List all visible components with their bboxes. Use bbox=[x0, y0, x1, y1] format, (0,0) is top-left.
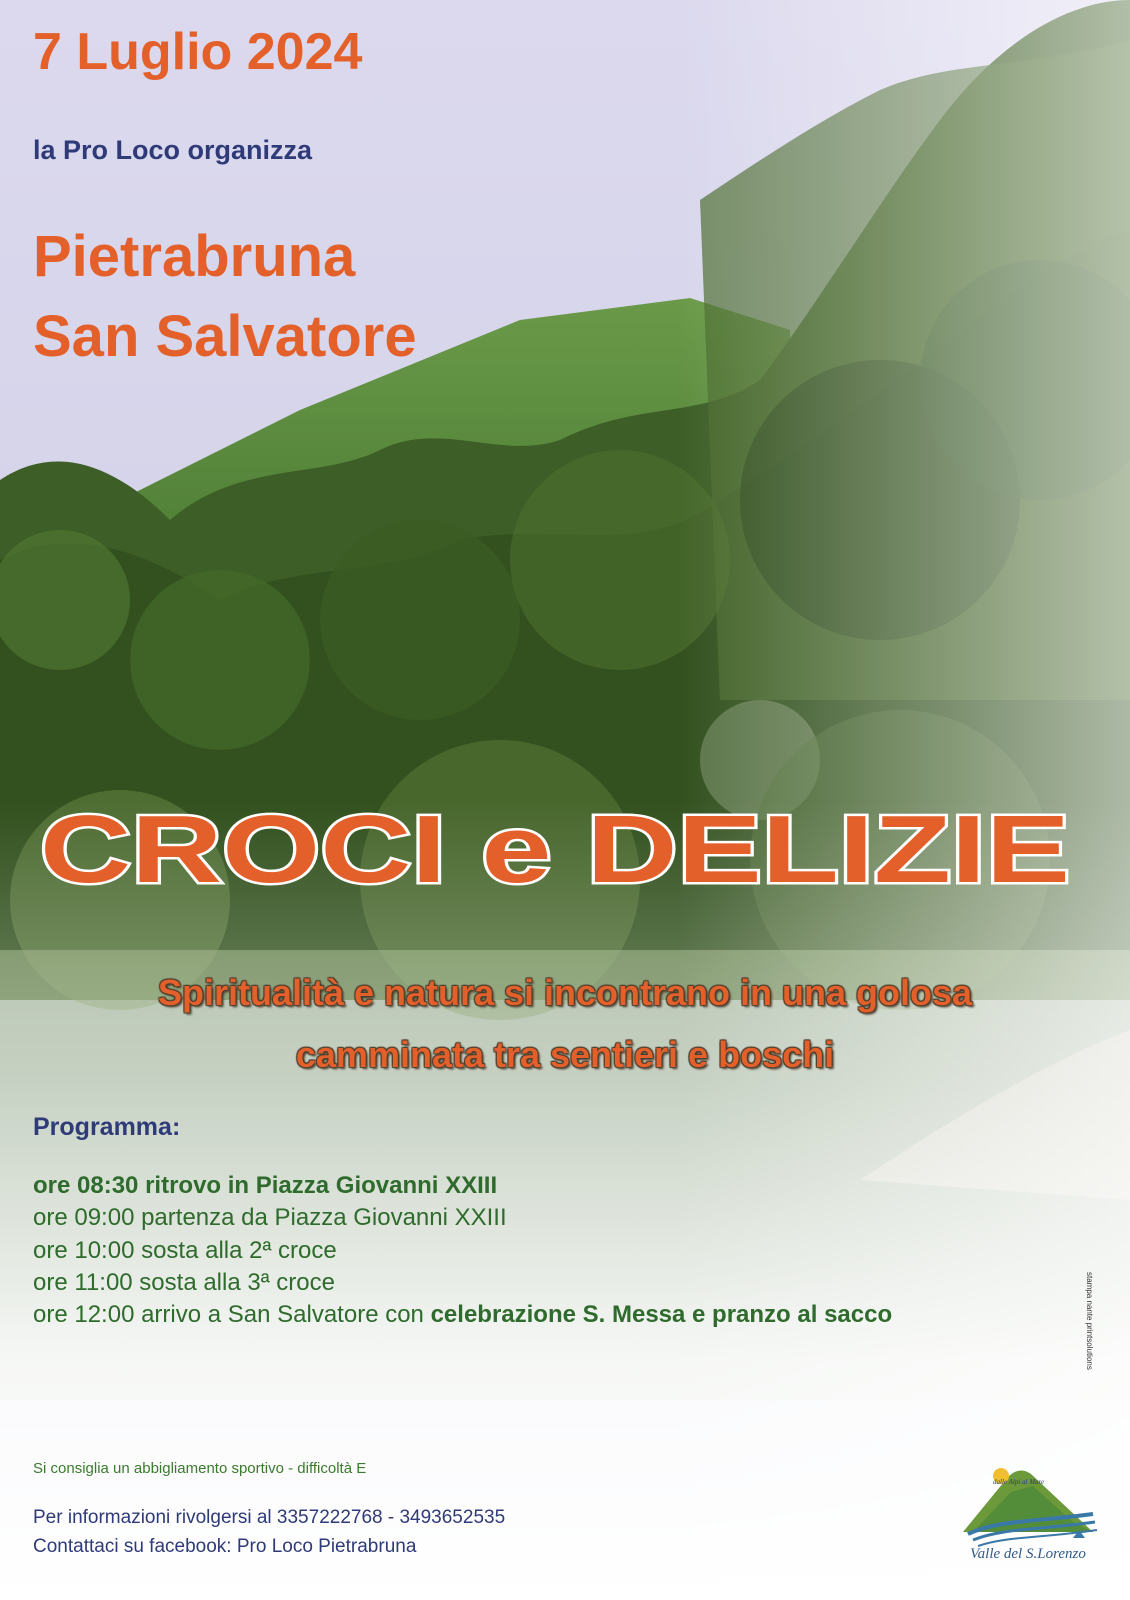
program-item-last-prefix: ore 12:00 arrivo a San Salvatore con bbox=[33, 1301, 431, 1328]
svg-text:Valle del S.Lorenzo: Valle del S.Lorenzo bbox=[970, 1546, 1086, 1562]
program-item: ore 08:30 ritrovo in Piazza Giovanni XXIII bbox=[33, 1172, 498, 1199]
program-heading: Programma: bbox=[33, 1113, 181, 1141]
program-item-last bbox=[33, 1301, 892, 1329]
event-date: 7 Luglio 2024 bbox=[33, 23, 363, 81]
program-item: ore 10:00 sosta alla 2ª croce bbox=[33, 1237, 337, 1264]
event-title-text: CROCI e DELIZIE bbox=[40, 796, 1070, 903]
place-line-2: San Salvatore bbox=[33, 304, 417, 369]
subtitle-line-1: Spiritualità e natura si incontrano in una golosa bbox=[157, 972, 973, 1013]
clothing-note: Si consiglia un abbigliamento sportivo - difficoltà E bbox=[33, 1460, 367, 1477]
print-credit: stampa nante printsolutions bbox=[1085, 1272, 1094, 1370]
event-title bbox=[0, 790, 1130, 910]
contact-facebook: Contattaci su facebook: Pro Loco Pietrabruna bbox=[33, 1536, 417, 1557]
program-item: ore 09:00 partenza da Piazza Giovanni XXIII bbox=[33, 1204, 507, 1231]
svg-text:dalle Alpi al Mare: dalle Alpi al Mare bbox=[993, 1478, 1045, 1486]
valle-del-s-lorenzo-logo bbox=[953, 1452, 1103, 1562]
program-item-last-bold: celebrazione S. Messa e pranzo al sacco bbox=[430, 1301, 893, 1328]
program-item: ore 11:00 sosta alla 3ª croce bbox=[33, 1269, 335, 1296]
contact-phone: Per informazioni rivolgersi al 3357222768 - 3493652535 bbox=[33, 1507, 506, 1528]
subtitle-line-2: camminata tra sentieri e boschi bbox=[295, 1034, 835, 1075]
place-line-1: Pietrabruna bbox=[33, 224, 356, 289]
organizer-text: la Pro Loco organizza bbox=[33, 135, 313, 165]
